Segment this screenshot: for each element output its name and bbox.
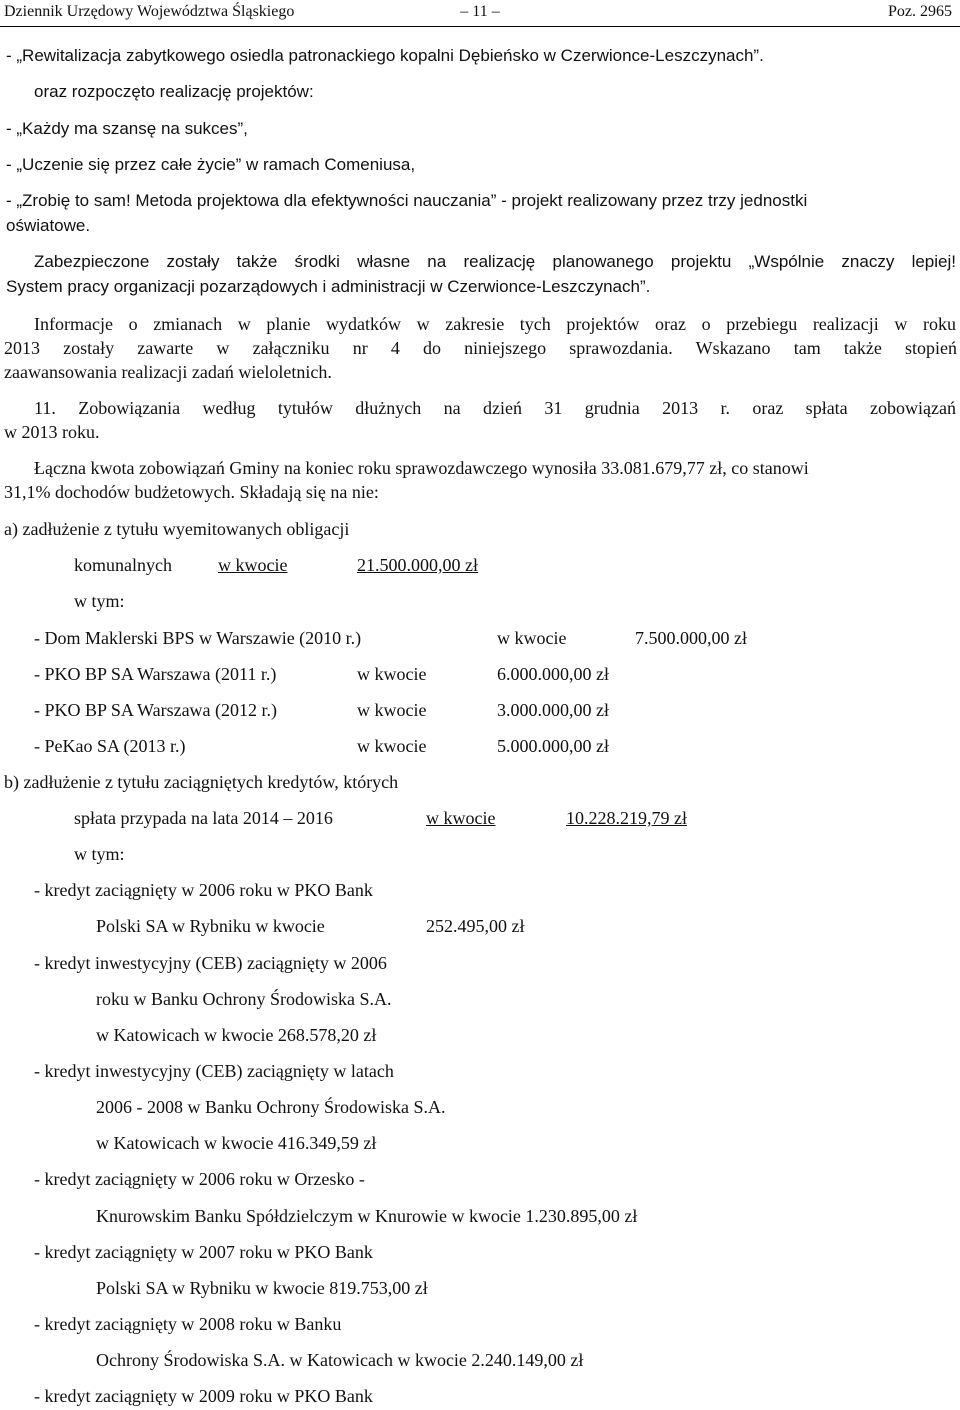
section-a-w-tym: w tym:: [74, 591, 125, 611]
credit-item: - kredyt inwestycyjny (CEB) zaciągnięty w latach: [34, 1061, 394, 1081]
komunalnych-w-kwocie: w kwocie: [218, 555, 288, 575]
bond-item-name: - PeKao SA (2013 r.): [34, 736, 186, 756]
splata-label: spłata przypada na lata 2014 – 2016: [74, 808, 333, 828]
credit-item: - kredyt zaciągnięty w 2006 roku w PKO Bank: [34, 880, 373, 900]
credit-item-cont: Ochrony Środowiska S.A. w Katowicach w kwocie 2.240.149,00 zł: [96, 1350, 584, 1370]
section-11-heading: 11. Zobowiązania według tytułów dłużnych na dzień 31 grudnia 2013 r. oraz spłata zobowiązań: [34, 398, 956, 418]
credit-item-cont: 2006 - 2008 w Banku Ochrony Środowiska S.A.: [96, 1097, 446, 1117]
paragraph-informacje-cont: 2013 zostały zawarte w załączniku nr 4 do niniejszego sprawozdania. Wskazano tam także stopień: [4, 338, 957, 358]
splata-w-kwocie: w kwocie: [426, 808, 496, 828]
bond-item-amount: 3.000.000,00 zł: [497, 700, 609, 720]
bond-item-label: w kwocie: [357, 664, 427, 684]
project-item-zrobie-cont: oświatowe.: [6, 216, 91, 235]
bond-item-label: w kwocie: [357, 736, 427, 756]
credit-item-cont: w Katowicach w kwocie 268.578,20 zł: [96, 1025, 377, 1045]
position-number: Poz. 2965: [888, 3, 952, 20]
bond-item-name: - Dom Maklerski BPS w Warszawie (2010 r.): [34, 628, 362, 648]
project-item-comenius: - „Uczenie się przez całe życie” w ramach Comeniusa,: [6, 155, 416, 174]
credit-item-cont: Polski SA w Rybniku w kwocie: [96, 916, 325, 936]
bond-item-label: w kwocie: [497, 628, 567, 648]
projects-intro: oraz rozpoczęto realizację projektów:: [34, 82, 314, 101]
credit-item-amount: 252.495,00 zł: [426, 916, 525, 936]
credit-item-cont: Polski SA w Rybniku w kwocie 819.753,00 zł: [96, 1278, 428, 1298]
paragraph-laczna-cont: 31,1% dochodów budżetowych. Składają się na nie:: [4, 482, 379, 502]
paragraph-informacje-end: zaawansowania realizacji zadań wieloletnich.: [4, 362, 332, 382]
komunalnych-label: komunalnych: [74, 555, 172, 575]
paragraph-laczna: Łączna kwota zobowiązań Gminy na koniec roku sprawozdawczego wynosiła 33.081.679,77 zł, co stanowi: [34, 458, 809, 478]
paragraph-zabezpieczone-cont: System pracy organizacji pozarządowych i administracji w Czerwionce-Leszczynach”.: [6, 277, 651, 296]
credit-item-cont: w Katowicach w kwocie 416.349,59 zł: [96, 1133, 377, 1153]
credit-item: - kredyt zaciągnięty w 2006 roku w Orzesko -: [34, 1169, 365, 1189]
bond-item-name: - PKO BP SA Warszawa (2011 r.): [34, 664, 277, 684]
section-b-w-tym: w tym:: [74, 844, 125, 864]
project-item-zrobie: - „Zrobię to sam! Metoda projektowa dla efektywności nauczania” - projekt realizowany przez trzy jednostki: [6, 191, 808, 210]
section-b-title: b) zadłużenie z tytułu zaciągniętych kredytów, których: [4, 772, 399, 792]
page-number: – 11 –: [460, 3, 500, 20]
project-item-szansa: - „Każdy ma szansę na sukces”,: [6, 119, 248, 138]
credit-item: - kredyt zaciągnięty w 2007 roku w PKO Bank: [34, 1242, 373, 1262]
credit-item-cont: Knurowskim Banku Spółdzielczym w Knurowie w kwocie 1.230.895,00 zł: [96, 1206, 638, 1226]
splata-amount: 10.228.219,79 zł: [566, 808, 687, 828]
bond-item-name: - PKO BP SA Warszawa (2012 r.): [34, 700, 278, 720]
paragraph-zabezpieczone: Zabezpieczone zostały także środki własne na realizację planowanego projektu „Wspólnie znaczy lepiej!: [34, 252, 956, 271]
section-a-title: a) zadłużenie z tytułu wyemitowanych obligacji: [4, 519, 350, 539]
credit-item: - kredyt zaciągnięty w 2008 roku w Banku: [34, 1314, 342, 1334]
section-11-heading-cont: w 2013 roku.: [4, 422, 100, 442]
credit-item: - kredyt inwestycyjny (CEB) zaciągnięty w 2006: [34, 953, 387, 973]
credit-item: - kredyt zaciągnięty w 2009 roku w PKO Bank: [34, 1386, 373, 1406]
page-header: [0, 0, 960, 27]
journal-title: Dziennik Urzędowy Województwa Śląskiego: [4, 3, 295, 20]
bond-item-amount: 6.000.000,00 zł: [497, 664, 609, 684]
project-item-rewitalizacja: - „Rewitalizacja zabytkowego osiedla patronackiego kopalni Dębieńsko w Czerwionce-Leszczynach”.: [6, 46, 764, 65]
komunalnych-amount: 21.500.000,00 zł: [357, 555, 478, 575]
paragraph-informacje: Informacje o zmianach w planie wydatków w zakresie tych projektów oraz o przebiegu realizacji w roku: [34, 314, 956, 334]
bond-item-label: w kwocie: [357, 700, 427, 720]
bond-item-amount: 5.000.000,00 zł: [497, 736, 609, 756]
credit-item-cont: roku w Banku Ochrony Środowiska S.A.: [96, 989, 392, 1009]
bond-item-amount: 7.500.000,00 zł: [635, 628, 747, 648]
